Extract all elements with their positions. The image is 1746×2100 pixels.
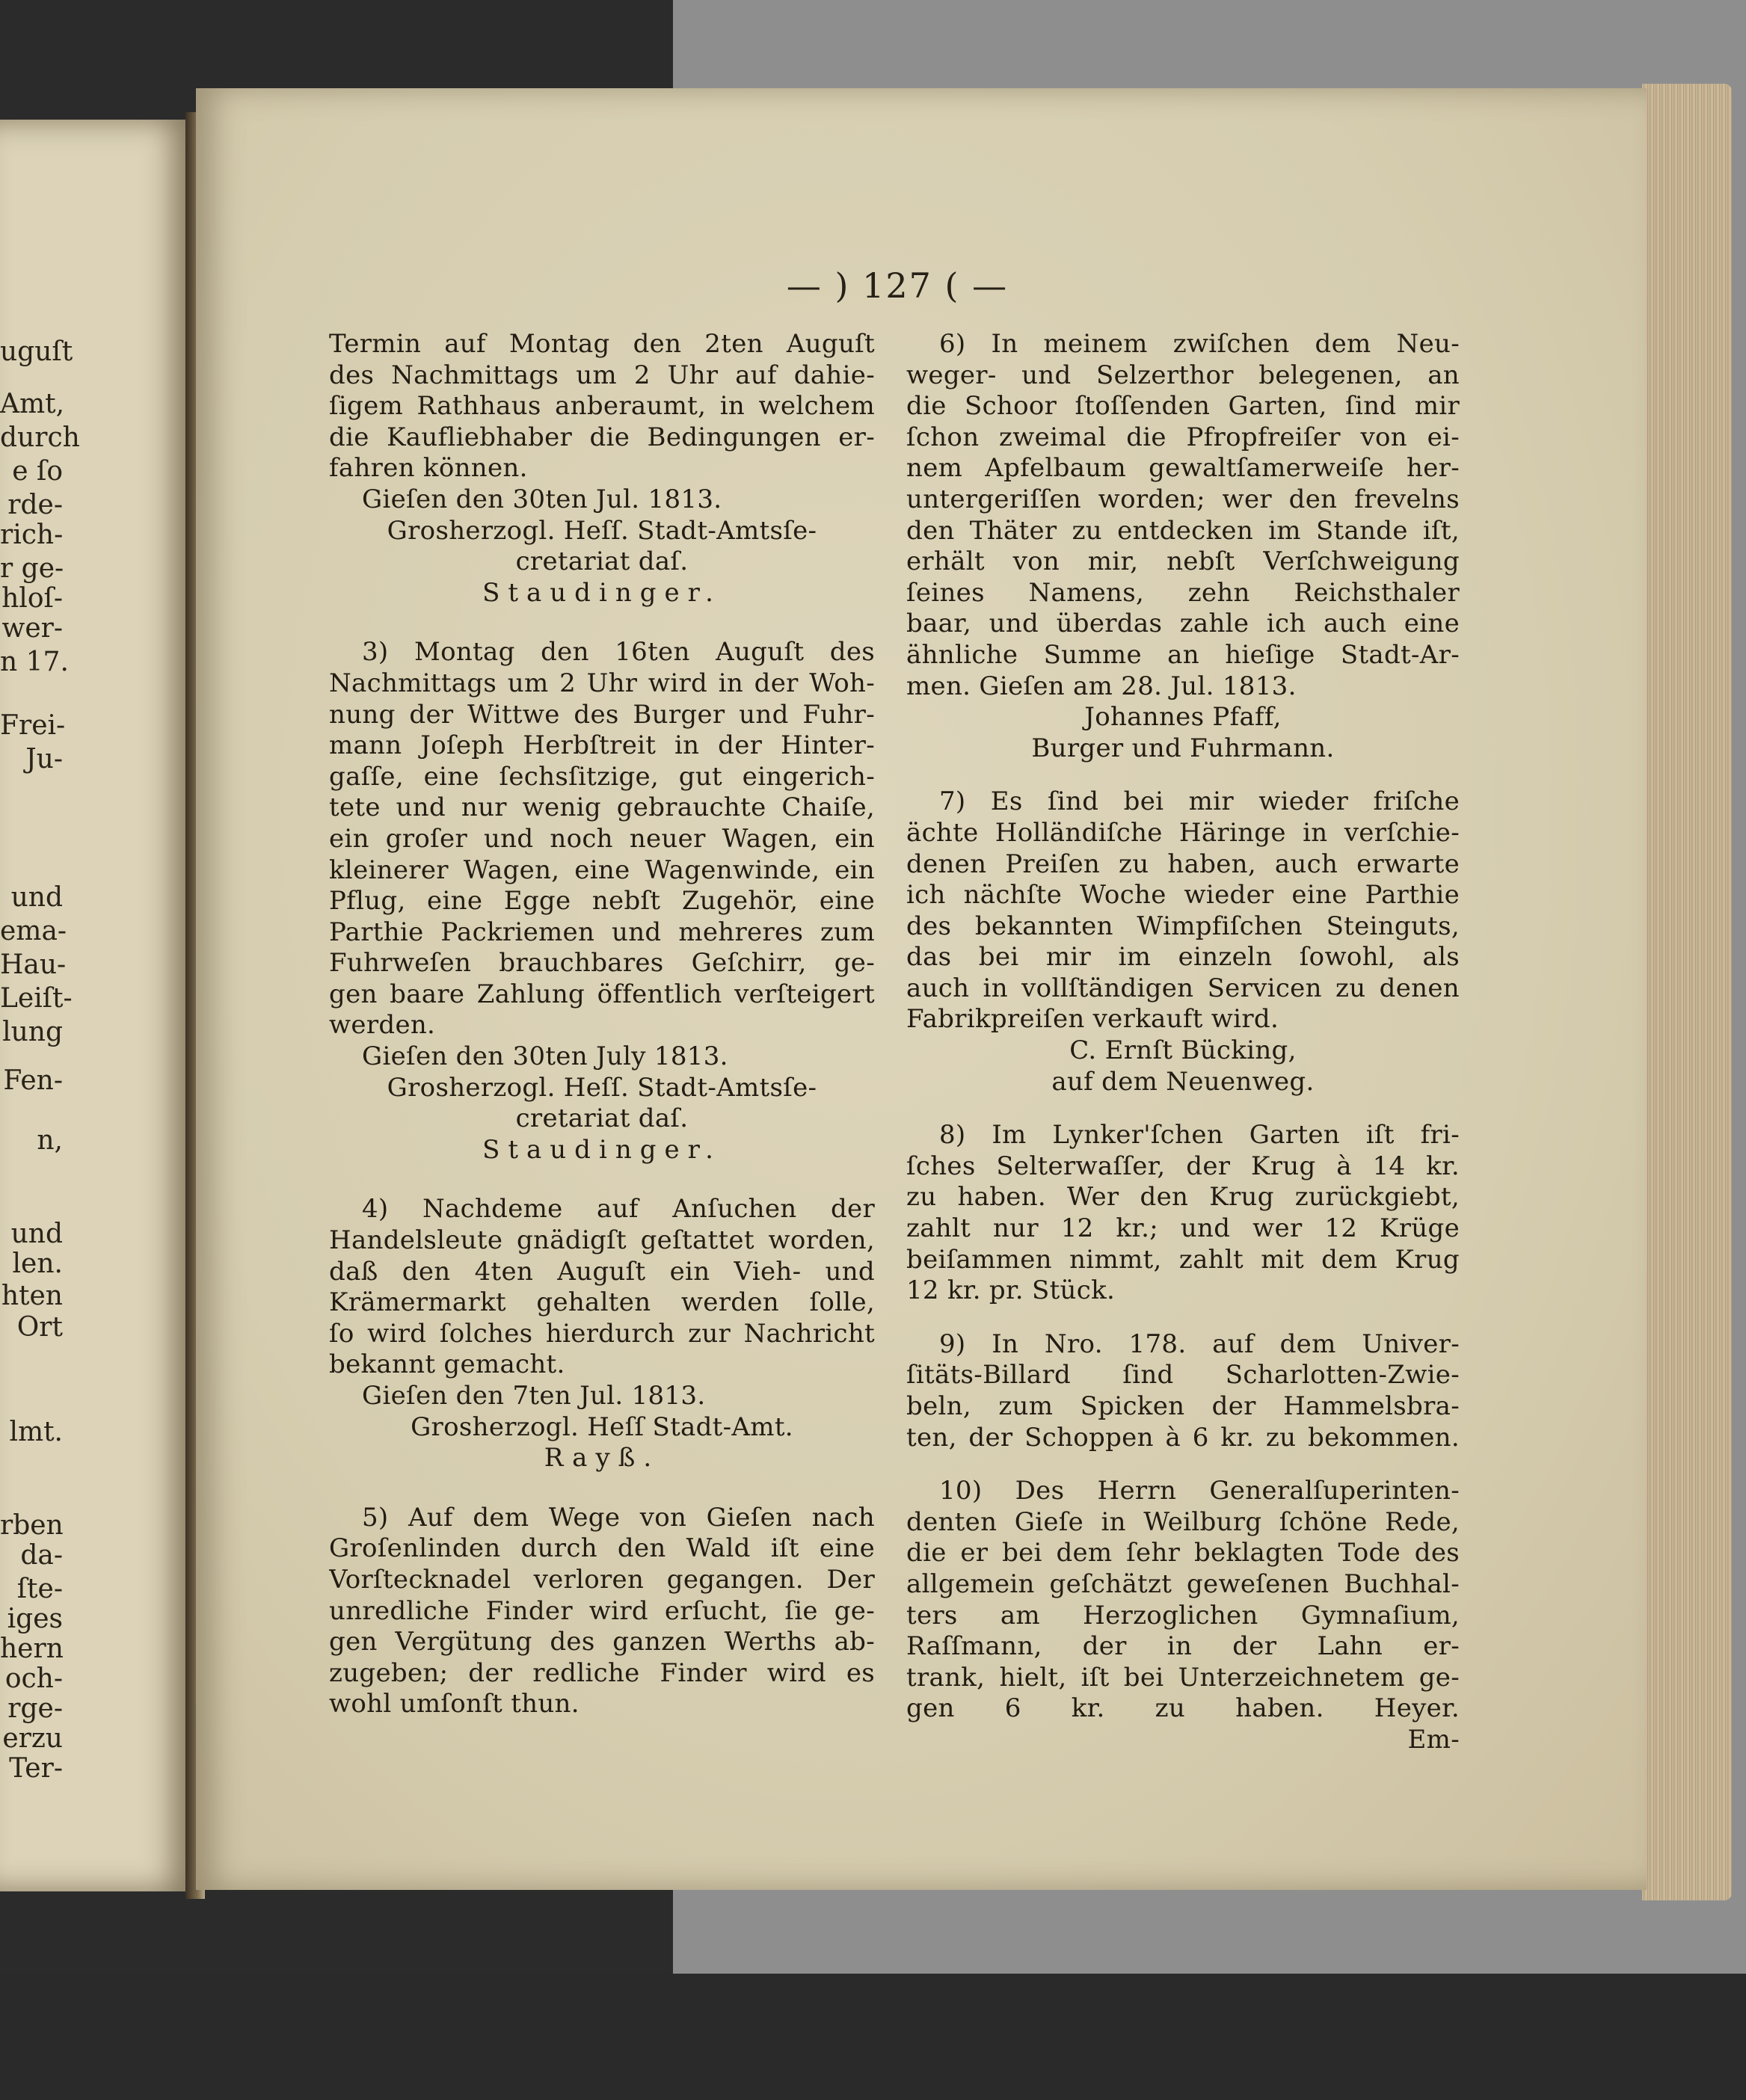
margin-fragment: ema‑: [0, 916, 67, 946]
text-line: 12 kr. pr. Stück.: [906, 1275, 1116, 1306]
page-edges: [1642, 84, 1732, 1900]
text-line: zahlt nur 12 kr.; und wer 12 Krüge: [906, 1213, 1460, 1244]
text-line: nem Apfelbaum gewaltſamerweiſe her‑: [906, 453, 1460, 484]
text-line: 8) Im Lynker'ſchen Garten iſt fri‑: [939, 1120, 1460, 1151]
text-line: die er bei dem ſehr beklagten Tode des: [906, 1538, 1460, 1568]
page-number: — ) 127 ( —: [786, 265, 1009, 306]
signature-line: cretariat daſ.: [515, 546, 689, 577]
margin-fragment: und: [10, 882, 63, 913]
text-line: baar, und überdas zahle ich auch eine: [906, 609, 1460, 639]
text-line: untergeriſſen worden; wer den frevelns: [906, 484, 1460, 514]
text-line: weger‑ und Selzerthor belegenen, an: [906, 360, 1460, 390]
margin-fragment: rge‑: [7, 1693, 63, 1724]
text-line: nung der Wittwe des Burger und Fuhr‑: [329, 699, 875, 730]
text-line: kleinerer Wagen, eine Wagenwinde, ein: [329, 855, 875, 885]
signature-line: Grosherzogl. Heſſ Stadt‑Amt.: [411, 1411, 793, 1442]
text-line: Parthie Packriemen und mehreres zum: [329, 917, 875, 947]
text-line: ſeines Namens, zehn Reichsthaler: [906, 577, 1460, 608]
margin-fragment: r ge‑: [0, 553, 64, 584]
margin-fragment: Frei‑: [0, 710, 66, 741]
text-line: Raſſmann, der in der Lahn er‑: [906, 1631, 1460, 1662]
backdrop-bottom: [0, 1974, 1746, 2100]
text-line: bekannt gemacht.: [329, 1349, 565, 1380]
signature-line: Burger und Fuhrmann.: [1031, 733, 1335, 763]
text-line: Krämermarkt gehalten werden ſolle,: [329, 1287, 875, 1318]
margin-fragment: da‑: [20, 1540, 63, 1571]
text-line: tete und nur wenig gebrauchte Chaiſe,: [329, 792, 875, 823]
text-line: Gieſen den 7ten Jul. 1813.: [362, 1381, 706, 1411]
text-line: gen 6 kr. zu haben. Heyer.: [906, 1693, 1460, 1724]
text-line: 5) Auf dem Wege von Gieſen nach: [362, 1502, 875, 1533]
text-line: ters am Herzoglichen Gymnaſium,: [906, 1600, 1460, 1631]
text-line: zugeben; der redliche Finder wird es: [329, 1657, 875, 1688]
signature-name: Staudinger.: [482, 577, 722, 608]
text-line: Gieſen den 30ten July 1813.: [362, 1041, 728, 1072]
margin-fragment: iges: [7, 1604, 63, 1634]
text-line: ſchon zweimal die Pfropfreiſer von ei‑: [906, 422, 1460, 452]
text-line: den Thäter zu entdecken im Stande iſt,: [906, 515, 1460, 546]
text-line: trank, hielt, iſt bei Unterzeichnetem ge‑: [906, 1662, 1460, 1693]
text-line: Vorſtecknadel verloren gegangen. Der: [329, 1564, 875, 1595]
margin-fragment: och‑: [4, 1663, 63, 1694]
margin-fragment: rben: [0, 1510, 64, 1541]
text-line: beiſammen nimmt, zahlt mit dem Krug: [906, 1244, 1460, 1275]
signature-line: Grosherzogl. Heſſ. Stadt‑Amtsſe‑: [387, 515, 817, 546]
text-column-right: [906, 329, 1460, 1756]
text-line: Fabrikpreiſen verkauft wird.: [906, 1004, 1279, 1035]
text-line: Fuhrweſen brauchbares Geſchirr, ge‑: [329, 948, 875, 979]
margin-fragment: Ort: [16, 1312, 63, 1343]
text-line: 4) Nachdeme auf Anſuchen der: [362, 1194, 875, 1225]
left-page: [0, 120, 196, 1891]
text-line: Gieſen den 30ten Jul. 1813.: [362, 484, 722, 514]
margin-fragment: hloſ‑: [1, 583, 63, 614]
text-line: Pflug, eine Egge nebſt Zugehör, eine: [329, 886, 875, 917]
text-line: Groſenlinden durch den Wald iſt eine: [329, 1533, 875, 1564]
text-line: ich nächſte Woche wieder eine Parthie: [906, 880, 1460, 911]
margin-fragment: uguſt: [0, 336, 73, 367]
text-line: allgemein geſchätzt geweſenen Buchhal‑: [906, 1568, 1460, 1599]
margin-fragment: erzu: [2, 1723, 63, 1754]
text-line: des Nachmittags um 2 Uhr auf dahie‑: [329, 360, 875, 390]
margin-fragment: lmt.: [9, 1417, 63, 1447]
text-line: ſo wird ſolches hierdurch zur Nachricht: [329, 1318, 875, 1349]
signature-line: Johannes Pfaff,: [1084, 702, 1282, 733]
text-line: mann Joſeph Herbſtreit in der Hinter‑: [329, 730, 875, 761]
text-line: ſigem Rathhaus anberaumt, in welchem: [329, 391, 875, 422]
text-line: erhält von mir, nebſt Verſchweigung: [906, 546, 1460, 577]
text-column-left: [329, 329, 875, 1720]
signature-line: C. Ernſt Bücking,: [1069, 1035, 1297, 1066]
margin-fragment: Ju‑: [25, 744, 63, 775]
text-line: Nachmittags um 2 Uhr wird in der Woh‑: [329, 668, 875, 698]
margin-fragment: n 17.: [0, 647, 69, 677]
text-line: gen Vergütung des ganzen Werths ab‑: [329, 1627, 875, 1657]
margin-fragment: Amt,: [0, 389, 65, 419]
margin-fragment: Ter‑: [9, 1753, 63, 1784]
text-line: die Kaufliebhaber die Bedingungen er‑: [329, 422, 875, 452]
text-line: 10) Des Herrn Generalſuperinten‑: [939, 1476, 1460, 1506]
text-line: gaſſe, eine ſechsſitzige, gut eingerich‑: [329, 761, 875, 792]
margin-fragment: durch: [0, 422, 80, 453]
margin-fragment: len.: [12, 1248, 63, 1279]
text-line: ein groſer und noch neuer Wagen, ein: [329, 823, 875, 854]
margin-fragment: wer‑: [1, 613, 63, 644]
margin-fragment: hten: [1, 1281, 63, 1311]
text-line: daß den 4ten Auguſt ein Vieh‑ und: [329, 1256, 875, 1287]
signature-line: Grosherzogl. Heſſ. Stadt‑Amtsſe‑: [387, 1072, 817, 1103]
margin-fragment: Hau‑: [0, 949, 67, 980]
text-line: des bekannten Wimpfiſchen Steinguts,: [906, 911, 1460, 941]
text-line: men. Gieſen am 28. Jul. 1813.: [906, 671, 1297, 701]
text-line: werden.: [329, 1010, 436, 1041]
margin-fragment: ſte‑: [16, 1574, 63, 1604]
catchword: Em‑: [1407, 1724, 1460, 1755]
margin-fragment: rich‑: [0, 520, 64, 550]
text-line: Handelsleute gnädigſt geſtattet worden,: [329, 1225, 875, 1256]
text-line: zu haben. Wer den Krug zurückgiebt,: [906, 1182, 1460, 1213]
text-line: ähnliche Summe an hieſige Stadt‑Ar‑: [906, 639, 1460, 670]
text-line: ten, der Schoppen à 6 kr. zu bekommen.: [906, 1422, 1460, 1453]
text-line: ſitäts‑Billard ſind Scharlotten‑Zwie‑: [906, 1360, 1460, 1391]
margin-fragment: Leiſt‑: [0, 983, 73, 1014]
signature-line: auf dem Neuenweg.: [1051, 1066, 1315, 1097]
text-line: ächte Holländiſche Häringe in verſchie‑: [906, 817, 1460, 848]
margin-fragment: hern: [0, 1633, 64, 1664]
signature-name: Rayß.: [544, 1443, 660, 1474]
signature-name: Staudinger.: [482, 1134, 722, 1165]
text-line: denten Gieſe in Weilburg ſchöne Rede,: [906, 1506, 1460, 1537]
text-line: ſches Selterwaſſer, der Krug à 14 kr.: [906, 1151, 1460, 1181]
text-line: 9) In Nro. 178. auf dem Univer‑: [939, 1328, 1460, 1359]
margin-fragment: n,: [37, 1125, 63, 1156]
text-line: wohl umſonſt thun.: [329, 1689, 580, 1719]
text-line: Termin auf Montag den 2ten Auguſt: [329, 329, 875, 359]
text-line: denen Preiſen zu haben, auch erwarte: [906, 849, 1460, 879]
text-line: auch in vollſtändigen Servicen zu denen: [906, 973, 1460, 1003]
text-line: gen baare Zahlung öffentlich verſteigert: [329, 979, 875, 1009]
text-line: das bei mir im einzeln ſowohl, als: [906, 942, 1460, 973]
text-line: unredliche Finder wird erſucht, ſie ge‑: [329, 1595, 875, 1626]
margin-fragment: und: [10, 1219, 63, 1249]
text-line: fahren können.: [329, 453, 528, 484]
margin-fragment: rde‑: [7, 490, 63, 520]
margin-fragment: Fen‑: [3, 1065, 63, 1096]
text-line: beln, zum Spicken der Hammelsbra‑: [906, 1391, 1460, 1421]
margin-fragment: e ſo: [12, 456, 63, 487]
text-line: 7) Es ſind bei mir wieder friſche: [939, 786, 1460, 817]
margin-fragment: lung: [2, 1017, 63, 1047]
text-line: die Schoor ſtoſſenden Garten, ſind mir: [906, 391, 1460, 422]
signature-line: cretariat daſ.: [515, 1103, 689, 1134]
text-line: 3) Montag den 16ten Auguſt des: [362, 637, 875, 668]
text-line: 6) In meinem zwiſchen dem Neu‑: [939, 329, 1460, 359]
